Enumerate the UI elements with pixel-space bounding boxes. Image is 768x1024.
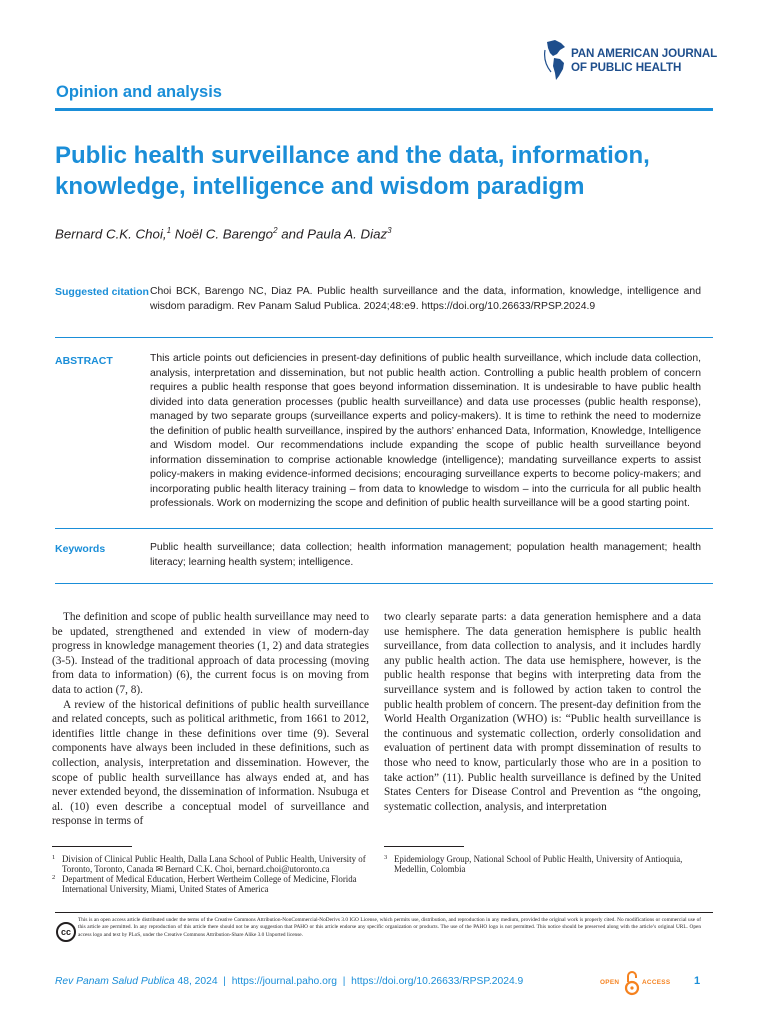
- body-paragraph: The definition and scope of public health surveillance may need to be updated, strengthened and extended in view of modern-day progress in knowledge management theories (1, 2) and data strategies (3-5). Instead of the traditional approach of data processing (moving from data to information) (6), the current focus is on moving from data to action (7, 8).: [52, 611, 369, 696]
- journal-name: [571, 47, 717, 74]
- keywords-label: Keywords: [55, 543, 106, 555]
- author-affiliation-mark: 2: [273, 226, 278, 235]
- author-name: and Paula A. Diaz: [277, 226, 388, 242]
- americas-globe-icon: [543, 38, 571, 82]
- abstract-keywords-divider: [55, 528, 713, 529]
- body-paragraph: two clearly separate parts: a data generation hemisphere and a data use hemisphere. The data generation hemisphere is public health surveillance, from data collection to analysis, and it includes hardly any public health action. The data use hemisphere, however, is the public health response that begins with interpreting data from the surveillance system and is followed by action taken to control the public health problem of concern. The present-day definition from the World Health Organization (WHO) is: “Public health surveillance is the continuous and systematic collection, orderly consolidation and evaluation of pertinent data with prompt dissemination of results to those who need to know, particularly those who are in a position to take action” (11). Public health surveillance is defined by the United States Centers for Disease Control and Prevention as “the ongoing, systematic collection, analysis, and interpretation: [384, 611, 701, 813]
- footnote-text: Epidemiology Group, National School of Public Health, University of Antioquia, Medellin, Colombia: [394, 854, 683, 875]
- article-title: Public health surveillance and the data, information, knowledge, intelligence and wisdom paradigm: [55, 142, 650, 200]
- author-affiliation-mark: 3: [387, 226, 392, 235]
- footnote-number: 3: [384, 854, 388, 861]
- footnote-text: Division of Clinical Public Health, Dalla Lana School of Public Health, University of Toronto, Toronto, Canada ✉ Bernard C.K. Choi, bernard.choi@utoronto.ca: [62, 854, 366, 875]
- open-access-label-access: ACCESS: [642, 979, 671, 986]
- footnote-text: Department of Medical Education, Herbert Wertheim College of Medicine, Florida International University, Miami, United States of America: [62, 874, 357, 895]
- journal-name-line2: OF PUBLIC HEALTH: [571, 60, 682, 74]
- license-notice: This is an open access article distributed under the terms of the Creative Commons Attribution-NonCommercial-NoDerivs 3.0 IGO License, which permits use, distribution, and reproduction in any medium, provided the original work is properly cited. No modifications or commercial use of this article are permitted. In any reproduction of this article there should not be any suggestion that PAHO or this article endorse any specific organization or products. The use of the PAHO logo is not permitted. This notice should be preserved along with the article’s original URL. Open access logo and text by PLoS, under the Creative Commons Attribution-Share Alike 3.0 Unported license.: [78, 917, 701, 938]
- abstract-label: ABSTRACT: [55, 355, 113, 367]
- section-label: Opinion and analysis: [56, 83, 222, 101]
- body-column-left: [52, 610, 369, 829]
- abstract-top-divider: [55, 337, 713, 338]
- body-column-right: [384, 610, 701, 814]
- author-name: Noël C. Barengo: [171, 226, 274, 242]
- journal-name-line1: PAN AMERICAN JOURNAL: [571, 47, 718, 60]
- keywords-bottom-divider: [55, 583, 713, 584]
- footnote-affiliation-2: [52, 874, 370, 895]
- footnote-number: 2: [52, 874, 56, 881]
- license-divider: [55, 912, 713, 913]
- footnote-affiliation-3: [384, 854, 702, 875]
- author-name: Bernard C.K. Choi,: [55, 226, 167, 242]
- footer-reference: [55, 976, 523, 987]
- footer-links: 48, 2024 | https://journal.paho.org | https://doi.org/10.26633/RPSP.2024.9: [174, 976, 524, 987]
- footer-journal-name: Rev Panam Salud Publica: [55, 976, 175, 987]
- footnote-affiliation-1: [52, 854, 370, 875]
- creative-commons-icon: cc: [56, 922, 76, 942]
- footnote-divider: [52, 846, 132, 847]
- journal-logo: [543, 38, 718, 84]
- footnote-divider: [384, 846, 464, 847]
- keywords-text: Public health surveillance; data collection; health information management; population health management; health literacy; learning health system; intelligence.: [150, 542, 701, 568]
- section-divider: [55, 108, 713, 111]
- page-number: 1: [694, 975, 701, 987]
- footnote-number: 1: [52, 854, 56, 861]
- author-affiliation-mark: 1: [166, 226, 172, 235]
- open-access-lock-icon: [624, 970, 640, 996]
- open-access-logo: [600, 970, 670, 996]
- abstract-text: This article points out deficiencies in present-day definitions of public health surveillance, which include data collection, analysis, interpretation and dissemination, but not public health action. Controlling a public health problem of concern requires a public health response that goes beyond information dissemination. It is undesirable to have public health divided into data generation processes (public health surveillance) and data use processes (public health response), managed by two separate groups (surveillance experts and policy-makers). It is time to rethink the need to modernize the definition of public health surveillance, inspired by the authors’ enhanced Data, Information, Knowledge, Intelligence and Wisdom model. Our recommendations include expanding the scope of public health surveillance beyond information dissemination to comprise actionable knowledge (intelligence); mandating surveillance experts to assist policy-makers in making evidence-informed decisions; encouraging surveillance experts to become policy-makers; and incorporating public health literacy training – from data to knowledge to wisdom – into the curricula for all public health professionals. Work on modernizing the scope and definition of public health surveillance will be a good starting point.: [150, 353, 701, 509]
- open-access-label-open: OPEN: [600, 979, 620, 986]
- body-paragraph: A review of the historical definitions of public health surveillance and related concepts, such as political arithmetic, from 1661 to 2012, identifies little change in these definitions over time (9). Several components have always been included in these definitions, such as collection, analysis, interpretation and dissemination. However, the scope of public health surveillance has always ended at, and has never extended beyond, the dissemination of information. Nsubuga et al. (10) even describe a conceptual model of surveillance and response in terms of: [52, 698, 369, 828]
- citation-text: Choi BCK, Barengo NC, Diaz PA. Public health surveillance and the data, information, knowledge, intelligence and wisdom paradigm. Rev Panam Salud Publica. 2024;48:e9. https://doi.org/10.26633/RPSP.2024.9: [150, 286, 701, 312]
- author-list: [55, 226, 392, 241]
- citation-label: Suggested citation: [55, 286, 149, 298]
